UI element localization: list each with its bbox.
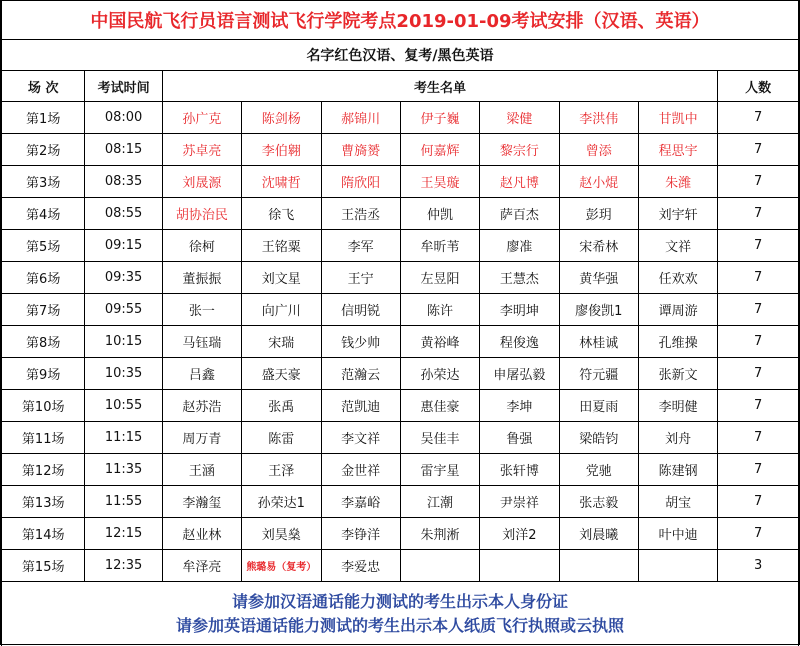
time-cell: 11:15 [85,422,162,454]
session-cell: 第13场 [2,486,85,518]
candidate-name-cell: 伊子巍 [400,102,479,134]
session-cell: 第10场 [2,390,85,422]
candidate-name-cell: 孙荣达 [400,358,479,390]
time-cell: 10:15 [85,326,162,358]
candidate-name-cell: 王泽 [242,454,321,486]
candidate-name-cell: 吴佳丰 [400,422,479,454]
time-cell: 12:35 [85,550,162,582]
candidate-name-cell [400,550,479,582]
candidate-name-cell: 梁皓钧 [559,422,638,454]
candidate-name-cell: 胡协治民 [162,198,241,230]
candidate-name-cell: 李铮洋 [321,518,400,550]
candidate-name-cell: 徐柯 [162,230,241,262]
candidate-name-cell: 刘舟 [639,422,718,454]
candidate-name-cell: 刘宇轩 [639,198,718,230]
candidate-name-cell: 朱潍 [639,166,718,198]
count-cell: 7 [718,134,799,166]
candidate-name-cell: 文祥 [639,230,718,262]
candidate-name-cell: 梁健 [480,102,559,134]
candidate-name-cell: 陈许 [400,294,479,326]
count-cell: 7 [718,390,799,422]
candidate-name-cell: 仲凯 [400,198,479,230]
table-row [2,390,799,422]
session-cell: 第2场 [2,134,85,166]
candidate-name-cell: 江潮 [400,486,479,518]
candidate-name-cell: 谭周游 [639,294,718,326]
table-row [2,326,799,358]
header-count: 人数 [718,71,799,102]
time-cell: 08:00 [85,102,162,134]
candidate-name-cell: 田夏雨 [559,390,638,422]
candidate-name-cell: 王涵 [162,454,241,486]
candidate-name-cell: 任欢欢 [639,262,718,294]
candidate-name-cell: 信明锐 [321,294,400,326]
table-row [2,198,799,230]
header-session: 场 次 [2,71,85,102]
candidate-name-cell: 刘昊燊 [242,518,321,550]
candidate-name-cell: 熊璐易（复考） [242,550,321,582]
candidate-name-cell: 张一 [162,294,241,326]
candidate-name-cell: 孙广克 [162,102,241,134]
candidate-name-cell: 牟昕苇 [400,230,479,262]
candidate-name-cell: 郝锦川 [321,102,400,134]
candidate-name-cell [480,550,559,582]
candidate-name-cell: 彭玥 [559,198,638,230]
candidate-name-cell: 马钰瑞 [162,326,241,358]
table-row [2,230,799,262]
session-cell: 第15场 [2,550,85,582]
candidate-name-cell: 黄华强 [559,262,638,294]
candidate-name-cell: 黄裕峰 [400,326,479,358]
table-row [2,454,799,486]
candidate-name-cell: 程思宇 [639,134,718,166]
candidate-name-cell: 周万青 [162,422,241,454]
candidate-name-cell: 惠佳豪 [400,390,479,422]
table-row [2,358,799,390]
candidate-name-cell: 鲁强 [480,422,559,454]
candidate-name-cell: 李军 [321,230,400,262]
time-cell: 08:35 [85,166,162,198]
candidate-name-cell: 王浩丞 [321,198,400,230]
candidate-name-cell: 甘凯中 [639,102,718,134]
count-cell: 7 [718,486,799,518]
table-row [2,294,799,326]
candidate-name-cell: 宋瑞 [242,326,321,358]
candidate-name-cell: 叶中迪 [639,518,718,550]
candidate-name-cell: 赵小焜 [559,166,638,198]
footer-notice [2,582,799,646]
candidate-name-cell: 陈雷 [242,422,321,454]
time-cell: 10:55 [85,390,162,422]
page-title: 中国民航飞行员语言测试飞行学院考点2019-01-09考试安排（汉语、英语） [2,1,799,40]
header-names: 考生名单 [162,71,718,102]
table-row [2,166,799,198]
time-cell: 09:35 [85,262,162,294]
candidate-name-cell: 赵苏浩 [162,390,241,422]
table-header-row [2,71,799,102]
candidate-name-cell: 尹崇祥 [480,486,559,518]
count-cell: 7 [718,102,799,134]
candidate-name-cell: 苏卓亮 [162,134,241,166]
header-time: 考试时间 [85,71,162,102]
count-cell: 7 [718,454,799,486]
candidate-name-cell: 王昊璇 [400,166,479,198]
candidate-name-cell: 钱少帅 [321,326,400,358]
count-cell: 7 [718,262,799,294]
session-cell: 第8场 [2,326,85,358]
candidate-name-cell: 徐飞 [242,198,321,230]
candidate-name-cell: 曹旖赟 [321,134,400,166]
table-row [2,102,799,134]
candidate-name-cell: 李洪伟 [559,102,638,134]
candidate-name-cell: 符元疆 [559,358,638,390]
session-cell: 第5场 [2,230,85,262]
table-row [2,486,799,518]
time-cell: 09:55 [85,294,162,326]
candidate-name-cell: 隋欣阳 [321,166,400,198]
candidate-name-cell: 陈建钢 [639,454,718,486]
candidate-name-cell: 张志毅 [559,486,638,518]
count-cell: 3 [718,550,799,582]
count-cell: 7 [718,358,799,390]
candidate-name-cell: 金世祥 [321,454,400,486]
time-cell: 11:55 [85,486,162,518]
candidate-name-cell: 孔维操 [639,326,718,358]
candidate-name-cell [639,550,718,582]
candidate-name-cell: 陈剑杨 [242,102,321,134]
table-row [2,262,799,294]
table-row [2,422,799,454]
count-cell: 7 [718,326,799,358]
candidate-name-cell: 孙荣达1 [242,486,321,518]
candidate-name-cell: 张轩博 [480,454,559,486]
candidate-name-cell: 向广川 [242,294,321,326]
candidate-name-cell: 曾添 [559,134,638,166]
footer-notice-english: 请参加英语通话能力测试的考生出示本人纸质飞行执照或云执照 [2,614,798,638]
candidate-name-cell: 何嘉辉 [400,134,479,166]
time-cell: 08:55 [85,198,162,230]
candidate-name-cell: 赵业林 [162,518,241,550]
candidate-name-cell: 范瀚云 [321,358,400,390]
candidate-name-cell: 刘晨曦 [559,518,638,550]
session-cell: 第6场 [2,262,85,294]
count-cell: 7 [718,166,799,198]
candidate-name-cell: 李坤 [480,390,559,422]
candidate-name-cell: 朱荆淅 [400,518,479,550]
session-cell: 第11场 [2,422,85,454]
time-cell: 09:15 [85,230,162,262]
candidate-name-cell: 李明健 [639,390,718,422]
candidate-name-cell: 王宁 [321,262,400,294]
candidate-name-cell: 廖准 [480,230,559,262]
candidate-name-cell: 盛天豪 [242,358,321,390]
session-cell: 第9场 [2,358,85,390]
candidate-name-cell: 刘晟源 [162,166,241,198]
candidate-name-cell: 廖俊凯1 [559,294,638,326]
candidate-name-cell: 范凯迪 [321,390,400,422]
candidate-name-cell: 王慧杰 [480,262,559,294]
candidate-name-cell: 李瀚玺 [162,486,241,518]
candidate-name-cell [559,550,638,582]
table-row [2,134,799,166]
color-legend-note: 名字红色汉语、复考/黑色英语 [2,40,799,71]
count-cell: 7 [718,198,799,230]
candidate-name-cell: 刘文星 [242,262,321,294]
candidate-name-cell: 刘洋2 [480,518,559,550]
candidate-name-cell: 黎宗行 [480,134,559,166]
session-cell: 第14场 [2,518,85,550]
candidate-name-cell: 李爱忠 [321,550,400,582]
candidate-name-cell: 李伯翱 [242,134,321,166]
candidate-name-cell: 程俊逸 [480,326,559,358]
candidate-name-cell: 宋希林 [559,230,638,262]
candidate-name-cell: 李嘉峪 [321,486,400,518]
candidate-name-cell: 左昱阳 [400,262,479,294]
candidate-name-cell: 萨百杰 [480,198,559,230]
time-cell: 12:15 [85,518,162,550]
candidate-name-cell: 吕鑫 [162,358,241,390]
exam-schedule-table [1,1,799,646]
table-row [2,518,799,550]
candidate-name-cell: 牟泽亮 [162,550,241,582]
candidate-name-cell: 董振振 [162,262,241,294]
session-cell: 第4场 [2,198,85,230]
session-cell: 第12场 [2,454,85,486]
session-cell: 第7场 [2,294,85,326]
session-cell: 第1场 [2,102,85,134]
candidate-name-cell: 李文祥 [321,422,400,454]
time-cell: 08:15 [85,134,162,166]
table-row [2,550,799,582]
count-cell: 7 [718,294,799,326]
count-cell: 7 [718,422,799,454]
candidate-name-cell: 申屠弘毅 [480,358,559,390]
candidate-name-cell: 张禹 [242,390,321,422]
time-cell: 10:35 [85,358,162,390]
time-cell: 11:35 [85,454,162,486]
footer-notice-chinese: 请参加汉语通话能力测试的考生出示本人身份证 [2,590,798,614]
candidate-name-cell: 雷宇星 [400,454,479,486]
candidate-name-cell: 赵凡博 [480,166,559,198]
count-cell: 7 [718,230,799,262]
candidate-name-cell: 王铭粟 [242,230,321,262]
candidate-name-cell: 李明坤 [480,294,559,326]
count-cell: 7 [718,518,799,550]
candidate-name-cell: 党驰 [559,454,638,486]
candidate-name-cell: 沈啸哲 [242,166,321,198]
candidate-name-cell: 林桂诚 [559,326,638,358]
candidate-name-cell: 胡宝 [639,486,718,518]
candidate-name-cell: 张新文 [639,358,718,390]
session-cell: 第3场 [2,166,85,198]
